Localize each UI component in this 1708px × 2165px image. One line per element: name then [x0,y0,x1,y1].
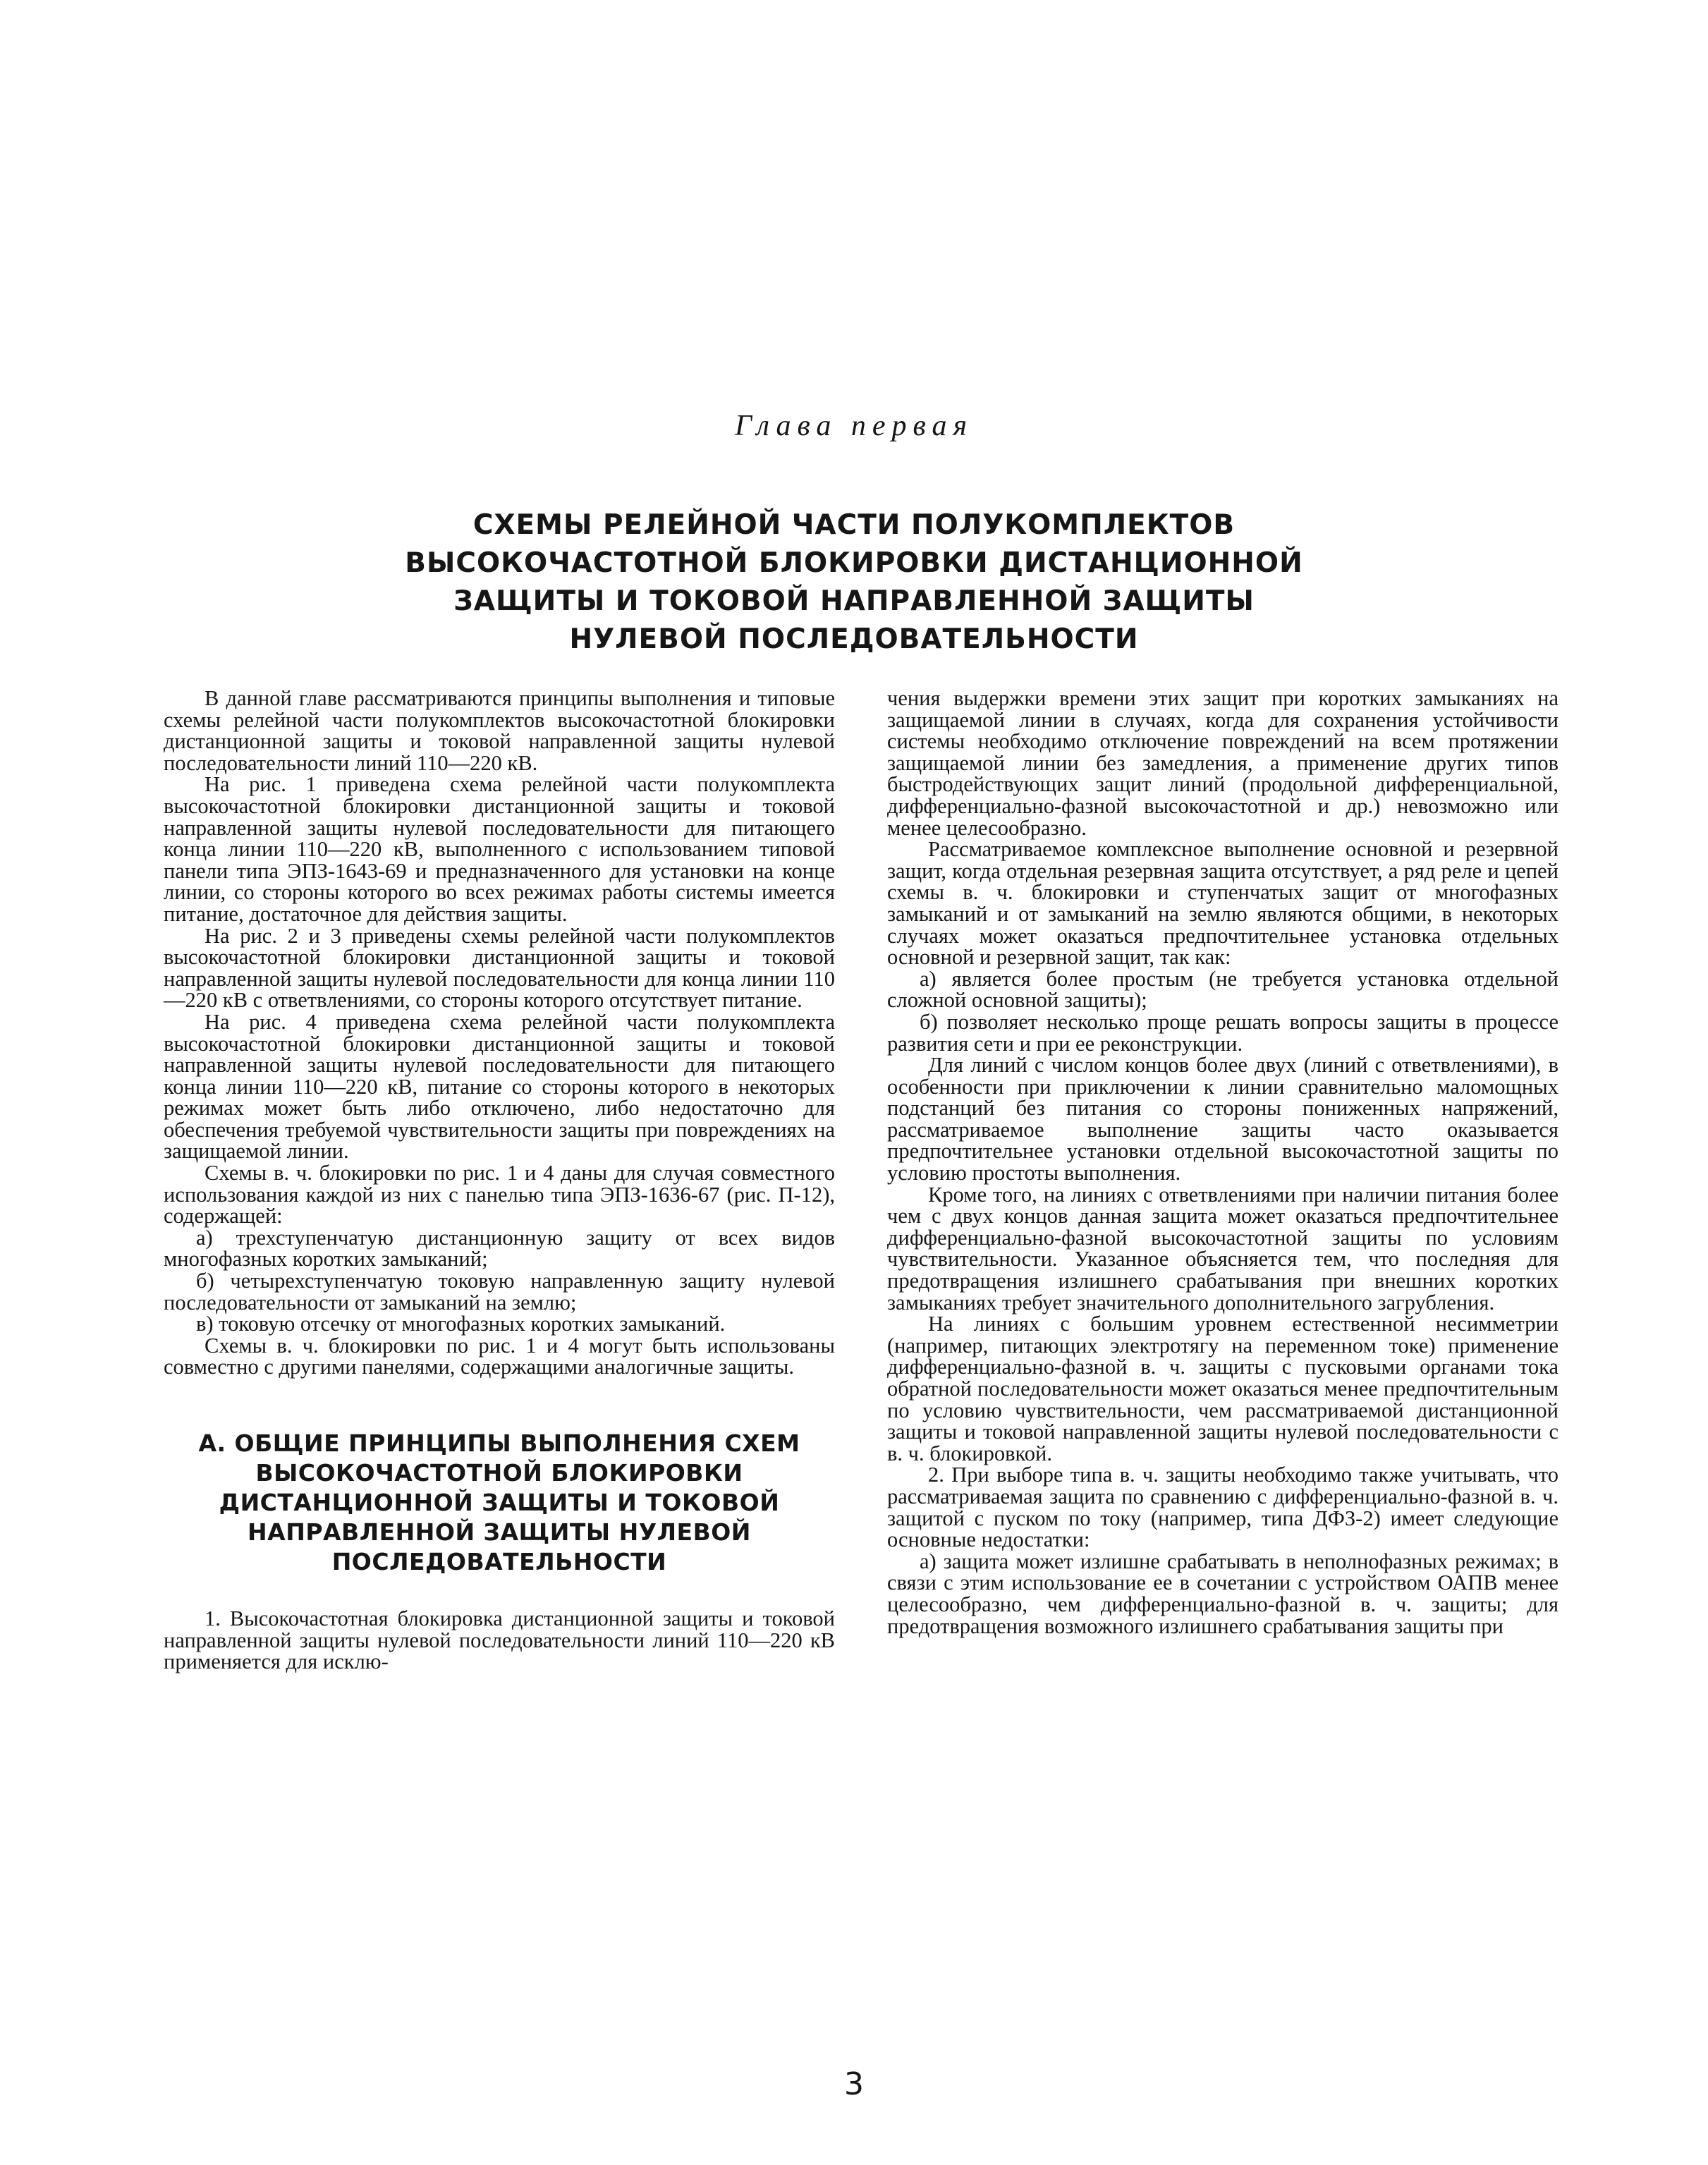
paragraph: Схемы в. ч. блокировки по рис. 1 и 4 даны для случая совместного использования каждой из них с панелью типа ЭПЗ-1636-67 (рис. П-12), содержащей: [164,1161,835,1228]
page-number: 3 [844,2066,864,2102]
list-item: а) трехступенчатую дистанционную защиту от всех видов многофазных коротких замыканий; [164,1225,835,1271]
paragraph: На рис. 2 и 3 приведены схемы релейной части полукомплектов высокочастотной блокировки дистанционной защиты и токовой направленной защиты нулевой последовательности для конца линии 110—220 кВ с ответвлениями, со стороны которого отсутствует питание. [164,923,835,1013]
chapter-title-line: ЗАЩИТЫ И ТОКОВОЙ НАПРАВЛЕННОЙ ЗАЩИТЫ [453,585,1255,617]
paragraph: На линиях с большим уровнем естественной несимметрии (например, питающих электротягу на переменном токе) применение дифференциально-фазной в. ч. защиты с пусковыми органами тока обратной последовательности может оказаться менее предпочтительным по условию чувствительности, чем рассматриваемой дистанционной защиты и токовой направленной защиты нулевой последовательности с в. ч. блокировкой. [887,1312,1558,1465]
right-column [887,688,1558,1637]
paragraph: чения выдержки времени этих защит при коротких замыканиях на защищаемой линии в случаях, когда для сохранения устойчивости системы необходимо отключение повреждений на всем протяжении защищаемой линии без замедления, а применение других типов быстродействующих защит линий (продольной дифференциальной, дифференциально-фазной высокочастотной и др.) невозможно или менее целесообразно. [887,686,1558,840]
section-heading-line: НАПРАВЛЕННОЙ ЗАЩИТЫ НУЛЕВОЙ [248,1518,751,1546]
left-column [164,688,835,1673]
paragraph: Для линий с числом концов более двух (линий с ответвлениями), в особенности при приключении к линии сравнительно маломощных подстанций без питания со стороны пониженных напряжений, рассматриваемое выполнение защиты часто оказывается предпочтительнее установки отдельной высокочастотной защиты по условию простоты выполнения. [887,1053,1558,1185]
chapter-title-line: НУЛЕВОЙ ПОСЛЕДОВАТЕЛЬНОСТИ [569,623,1139,655]
paragraph: В данной главе рассматриваются принципы выполнения и типовые схемы релейной части полукомплектов высокочастотной блокировки дистанционной защиты и токовой направленной защиты нулевой последовательности линий 110—220 кВ. [164,686,835,775]
section-heading-line: А. ОБЩИЕ ПРИНЦИПЫ ВЫПОЛНЕНИЯ СХЕМ [198,1429,800,1457]
section-heading [164,1429,835,1577]
section-heading-line: ДИСТАНЦИОННОЙ ЗАЩИТЫ И ТОКОВОЙ [219,1489,780,1516]
section-heading-line: ВЫСОКОЧАСТОТНОЙ БЛОКИРОВКИ [255,1459,743,1487]
paragraph: 2. При выборе типа в. ч. защиты необходимо также учитывать, что рассматриваемая защита по сравнению с дифференциально-фазной в. ч. защитой с пуском по току (например, типа ДФЗ-2) имеет следующие основные недостатки: [887,1463,1558,1552]
section-heading-line: ПОСЛЕДОВАТЕЛЬНОСТИ [331,1548,667,1575]
paragraph: На рис. 4 приведена схема релейной части полукомплекта высокочастотной блокировки дистанционной защиты и токовой направленной защиты нулевой последовательности для питающего конца линии 110—220 кВ, питание со стороны которого в некоторых режимах может быть либо отключено, либо недостаточно для обеспечения требуемой чувствительности защиты при повреждениях на защищаемой линии. [164,1009,835,1164]
chapter-title-line: СХЕМЫ РЕЛЕЙНОЙ ЧАСТИ ПОЛУКОМПЛЕКТОВ [472,509,1236,541]
list-item: б) четырехступенчатую токовую направленную защиту нулевой последовательности от замыканий на землю; [164,1269,835,1315]
list-item: а) защита может излишне срабатывать в неполнофазных режимах; в связи с этим использование ее в сочетании с устройством ОАПВ менее целесообразно, чем дифференциально-фазной в. ч. защиты; для предотвращения возможного излишнего срабатывания защиты при [887,1549,1558,1638]
paragraph: Схемы в. ч. блокировки по рис. 1 и 4 могут быть использованы совместно с другими панелями, содержащими аналогичные защиты. [164,1333,835,1379]
paragraph: На рис. 1 приведена схема релейной части полукомплекта высокочастотной блокировки дистанционной защиты и токовой направленной защиты нулевой последовательности для питающего конца линии 110—220 кВ, выполненного с использованием типовой панели типа ЭПЗ-1643-69 и предназначенного для установки на конце линии, со стороны которого во всех режимах работы системы имеется питание, достаточное для действия защиты. [164,772,835,926]
chapter-title-line: ВЫСОКОЧАСТОТНОЙ БЛОКИРОВКИ ДИСТАНЦИОННОЙ [405,547,1303,579]
paragraph: Кроме того, на линиях с ответвлениями при наличии питания более чем с двух концов данная защита может оказаться предпочтительнее дифференциально-фазной высокочастотной защиты по условиям чувствительности. Указанное объясняется тем, что последняя для предотвращения излишнего срабатывания при внешних коротких замыканиях требует значительного дополнительного загрубления. [887,1182,1558,1315]
list-item: б) позволяет несколько проще решать вопросы защиты в процессе развития сети и при ее реконструкции. [887,1009,1558,1056]
chapter-title [212,506,1496,659]
paragraph: Рассматриваемое комплексное выполнение основной и резервной защит, когда отдельная резервная защита отсутствует, а ряд реле и цепей схемы в. ч. блокировки и ступенчатых защит от многофазных замыканий и от замыканий на землю являются общими, в некоторых случаях может оказаться предпочтительнее установка отдельных основной и резервной защит, так как: [887,837,1558,970]
list-item: а) является более простым (не требуется установка отдельной сложной основной защиты); [887,966,1558,1013]
list-item: в) токовую отсечку от многофазных коротких замыканий. [196,1312,726,1336]
chapter-label: Глава первая [734,410,974,442]
paragraph: 1. Высокочастотная блокировка дистанционной защиты и токовой направленной защиты нулевой последовательности линий 110—220 кВ применяется для исклю- [164,1606,835,1674]
